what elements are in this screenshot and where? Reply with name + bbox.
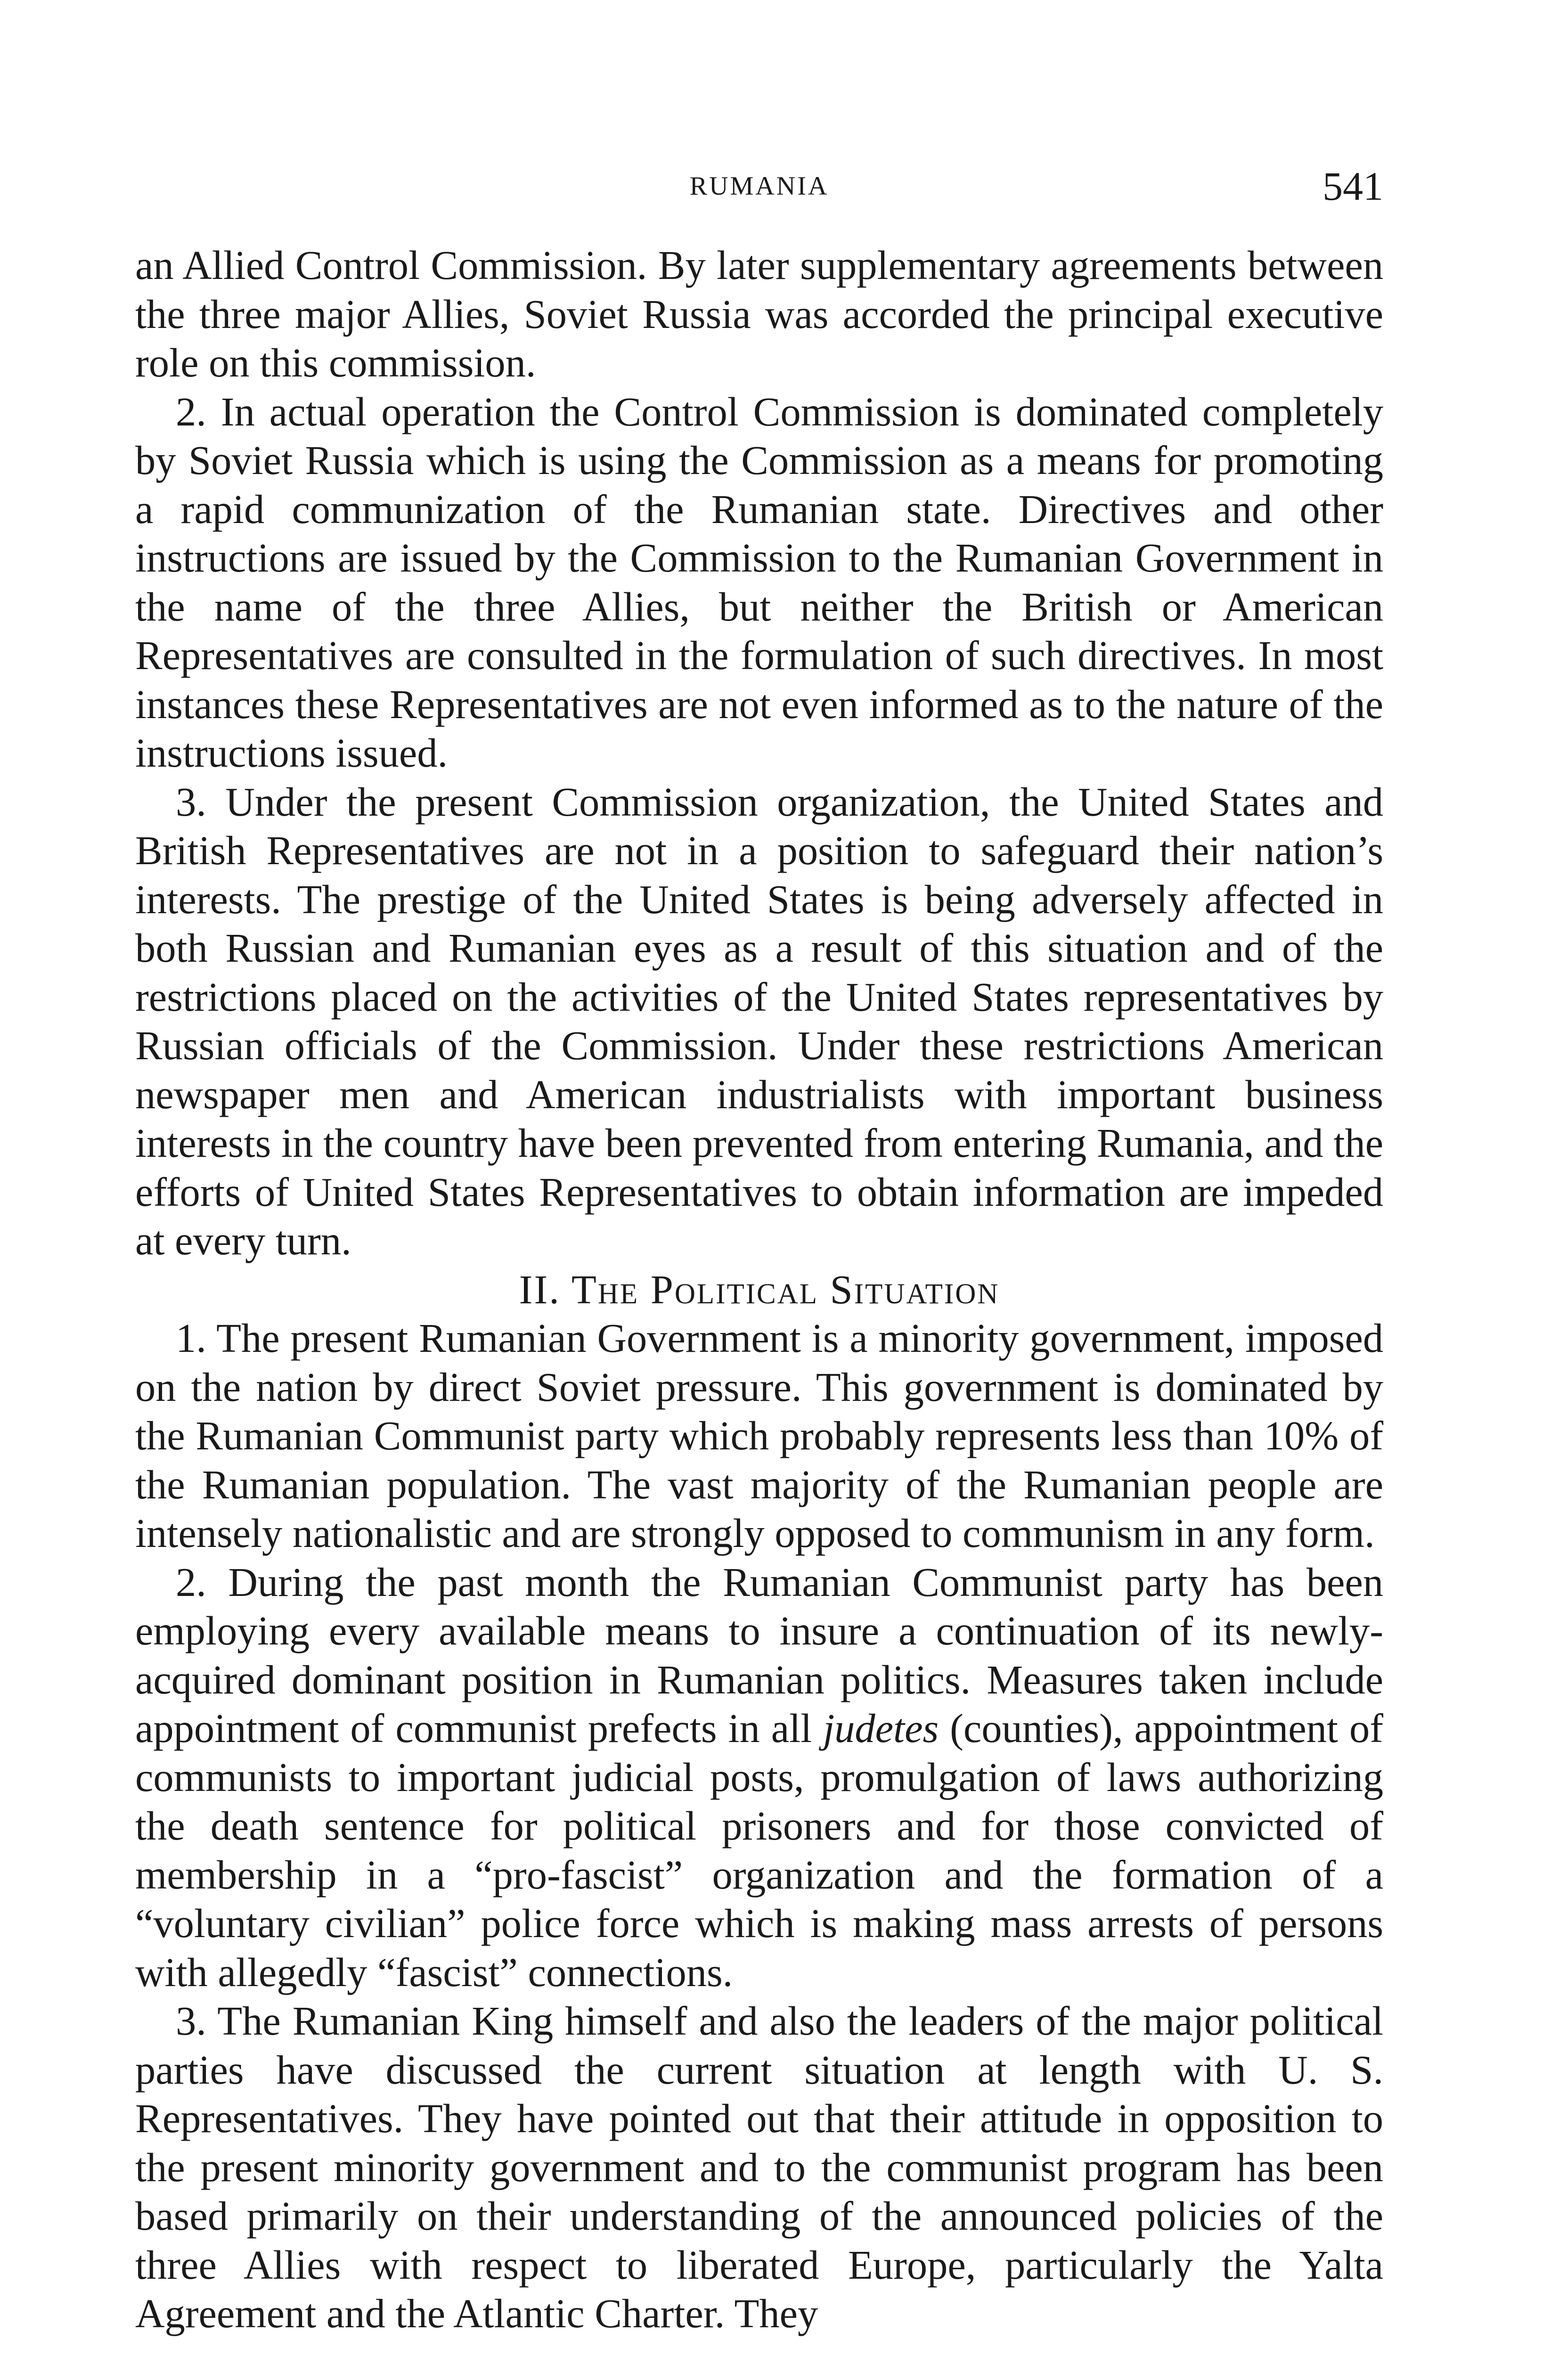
- section-2-paragraph-2: [135, 1558, 1383, 1997]
- body-text: [135, 241, 1383, 2339]
- paragraph-text-before-italic: 2. During the past month the Rumanian Communist party has been employing every available means to insure a continuation of its newly-acquired dominant position in Rumanian politics. Measures taken include appointment of communist prefects in all: [135, 1559, 1383, 1751]
- paragraph-text-after-italic: (counties), appointment of communists to important judicial posts, promulgation of laws authorizing the death sentence for political prisoners and for those convicted of membership in a “pro-fascist” organization and the formation of a “voluntary civilian” police force which is making mass arrests of persons with allegedly “fascist” connections.: [135, 1706, 1383, 1995]
- running-title: RUMANIA: [689, 172, 829, 201]
- section-2-paragraph-1: 1. The present Rumanian Government is a minority government, imposed on the nation by direct Soviet pressure. This government is dominated by the Rumanian Communist party which probably represents less than 10% of the Rumanian population. The vast majority of the Rumanian people are intensely nationalistic and are strongly opposed to communism in any form.: [135, 1316, 1383, 1556]
- paragraph-3: 3. Under the present Commission organization, the United States and British Representatives are not in a position to safeguard their nation’s interests. The prestige of the United States is being adversely affected in both Russian and Rumanian eyes as a result of this situation and of the restrictions placed on the activities of the United States representatives by Russian officials of the Commission. Under these restrictions American newspaper men and American industrialists with important business interests in the country have been prevented from entering Rumania, and the efforts of United States Representatives to obtain information are impeded at every turn.: [135, 779, 1383, 1263]
- section-2-paragraph-3: 3. The Rumanian King himself and also the leaders of the major political parties have discussed the current situation at length with U. S. Representatives. They have pointed out that their attitude in opposition to the present minority government and to the communist program has been based primarily on their understanding of the announced policies of the three Allies with respect to liberated Europe, particularly the Yalta Agreement and the Atlantic Charter. They: [135, 1998, 1383, 2336]
- italic-term: judetes: [823, 1706, 939, 1751]
- paragraph-2: 2. In actual operation the Control Commission is dominated completely by Soviet Russia which is using the Commission as a means for promoting a rapid communization of the Rumanian state. Directives and other instructions are issued by the Commission to the Rumanian Government in the name of the three Allies, but neither the British or American Representatives are consulted in the formulation of such directives. In most instances these Representatives are not even informed as to the nature of the instructions issued.: [135, 389, 1383, 776]
- running-head: [135, 163, 1383, 214]
- page-number: 541: [1323, 164, 1383, 209]
- paragraph-continuation: an Allied Control Commission. By later supplementary agreements between the three major Allies, Soviet Russia was accorded the principal executive role on this commission.: [135, 243, 1383, 385]
- section-heading: II. The Political Situation: [519, 1267, 1000, 1312]
